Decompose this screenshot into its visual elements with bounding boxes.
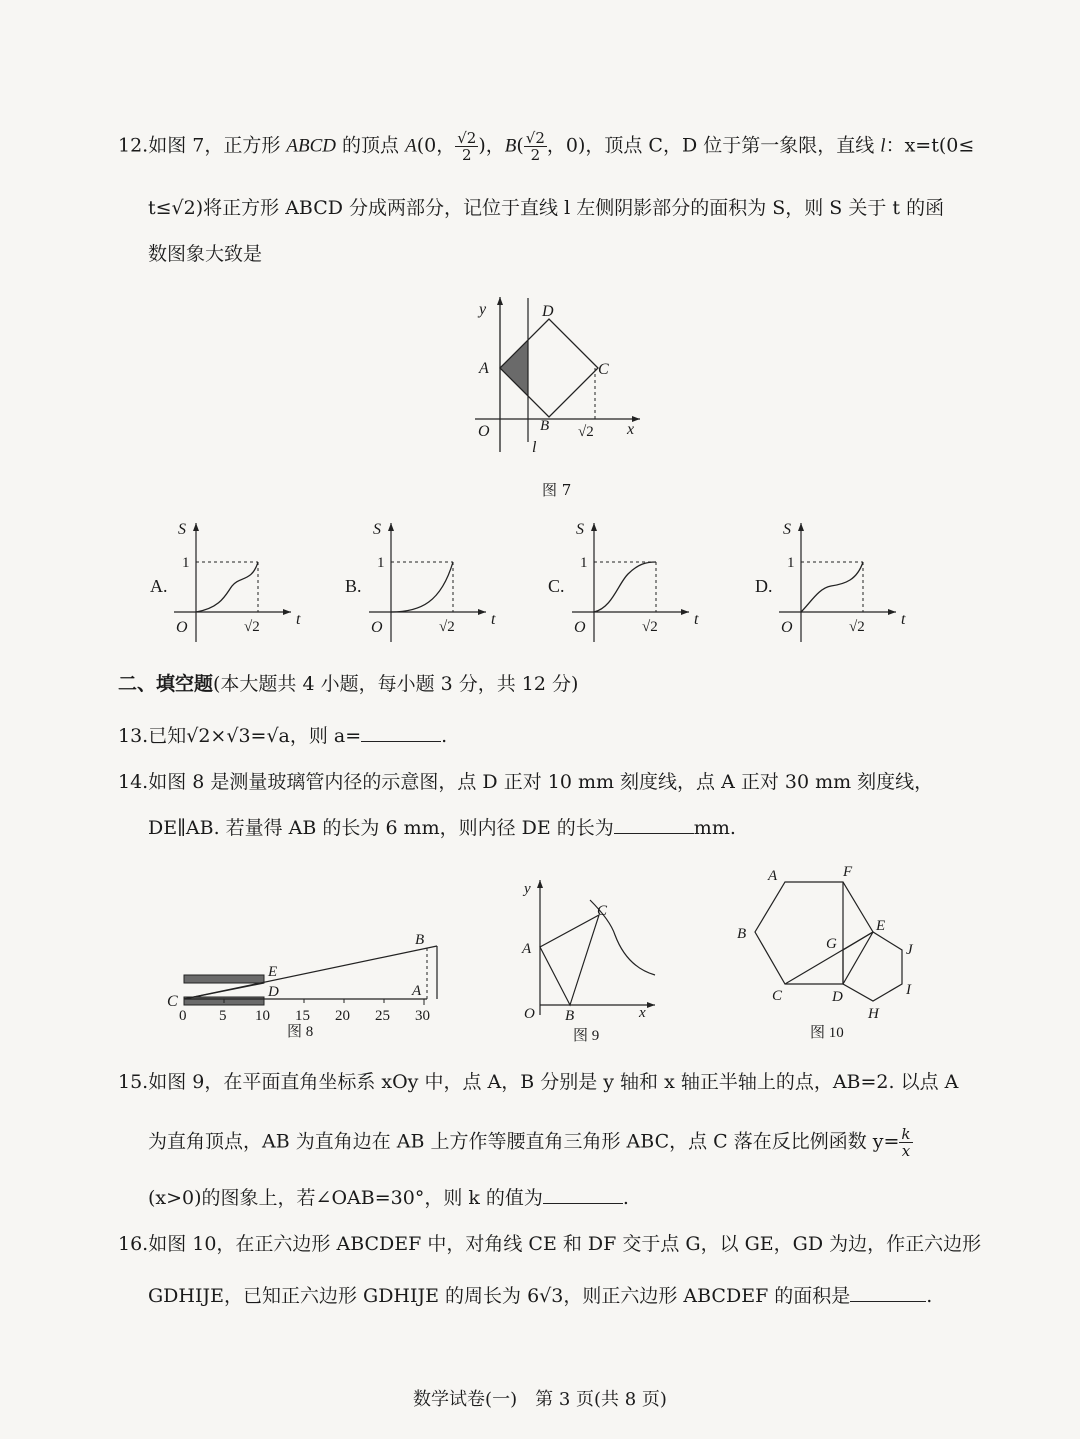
svg-text:E: E [268,964,278,980]
tick-label-root2: √2 [439,619,455,635]
svg-text:A: A [479,360,489,377]
svg-text:C: C [772,988,783,1004]
svg-text:25: 25 [375,1008,390,1024]
svg-text:30: 30 [415,1008,430,1024]
section-2-header: 二、填空题(本大题共 4 小题，每小题 3 分，共 12 分) [118,673,579,695]
svg-text:图 9: 图 9 [573,1028,600,1044]
tick-label-1: 1 [182,555,190,571]
shaded-region [500,340,528,396]
svg-text:O: O [524,1006,535,1022]
option-curve [391,562,453,612]
svg-text:B: B [565,1008,575,1024]
option-graph-a[interactable] [150,518,310,648]
option-graph-d[interactable] [755,518,915,648]
tick-label-1: 1 [377,555,385,571]
q16-line1: 16.如图 10，在正六边形 ABCDEF 中，对角线 CE 和 DF 交于点 G，以 GE，GD 为边，作正六边形 [118,1233,982,1255]
axis-label-s: S [783,521,791,538]
option-letter: D. [755,576,773,596]
svg-text:y: y [524,881,531,897]
option-letter: C. [548,576,565,596]
svg-text:10: 10 [255,1008,270,1024]
svg-text:A: A [412,983,422,999]
svg-text:图 10: 图 10 [810,1025,844,1041]
svg-text:O: O [478,423,490,440]
q12-number: 12. [118,134,149,157]
svg-text:F: F [843,864,853,880]
svg-text:15: 15 [295,1008,310,1024]
svg-text:E: E [876,918,886,934]
figure-9 [515,875,665,1045]
svg-text:C: C [597,903,608,919]
fraction-k-over-x: $\frac{k}{x}$ [901,1125,911,1160]
axis-label-t: t [491,611,496,628]
q16-line2: GDHIJE，已知正六边形 GDHIJE 的周长为 6√3，则正六边形 ABCDEF 的面积是 . [148,1285,933,1307]
svg-text:I: I [906,982,911,998]
svg-text:y: y [479,301,487,318]
origin-label: O [176,619,188,636]
page-footer: 数学试卷(一) 第 3 页(共 8 页) [413,1389,667,1410]
svg-text:D: D [542,303,554,320]
svg-text:0: 0 [179,1008,187,1024]
svg-text:A: A [522,941,532,957]
figure-8 [162,928,452,1038]
axis-label-t: t [296,611,301,628]
fraction-root2-over-2: $\frac{√2}{2}$ [457,129,477,164]
figure-10 [730,862,930,1042]
svg-text:√2: √2 [578,424,594,440]
origin-label: O [371,619,383,636]
q13: 13.已知√2×√3=√a，则 a= . [118,725,448,747]
q15-line1: 15.如图 9，在平面直角坐标系 xOy 中，点 A，B 分别是 y 轴和 x 轴正半轴上的点，AB=2. 以点 A [118,1071,959,1093]
option-curve [196,562,258,612]
origin-label: O [574,619,586,636]
svg-text:20: 20 [335,1008,350,1024]
answer-blank[interactable] [614,831,694,834]
q15-line3: (x>0)的图象上，若∠OAB=30°，则 k 的值为 . [148,1187,629,1209]
tick-label-root2: √2 [244,619,260,635]
axis-label-t: t [901,611,906,628]
axis-label-s: S [178,521,186,538]
axis-label-t: t [694,611,699,628]
tick-label-1: 1 [787,555,795,571]
svg-text:J: J [906,942,913,958]
svg-text:D: D [268,984,279,1000]
origin-label: O [781,619,793,636]
svg-text:B: B [540,418,550,434]
q12-line2: t≤√2)将正方形 ABCD 分成两部分，记位于直线 l 左侧阴影部分的面积为 S，则 S 关于 t 的函 [148,197,945,219]
svg-text:B: B [737,926,747,942]
fraction-root2-over-2: $\frac{√2}{2}$ [525,129,545,164]
svg-text:H: H [868,1006,879,1022]
option-graph-c[interactable] [548,518,708,648]
figure-7 [470,292,670,462]
svg-text:图 8: 图 8 [287,1024,314,1040]
option-graph-b[interactable] [345,518,505,648]
svg-text:C: C [598,361,609,378]
q12-line1: 12.如图 7，正方形 ABCD 的顶点 A(0， $\frac{√2}{2}$ )，B( $\frac{√2}{2}$ ，0)，顶点 C，D 位于第一象限，直线 l：x=t(0≤ [118,129,975,164]
option-letter: B. [345,576,362,596]
svg-text:x: x [627,421,635,438]
svg-text:x: x [639,1005,646,1021]
q14-line2: DE∥AB. 若量得 AB 的长为 6 mm，则内径 DE 的长为 mm. [148,817,736,839]
answer-blank[interactable] [850,1299,926,1302]
tick-label-1: 1 [580,555,588,571]
svg-text:B: B [415,932,425,948]
option-letter: A. [150,576,168,596]
q15-line2: 为直角顶点，AB 为直角边在 AB 上方作等腰直角三角形 ABC，点 C 落在反比例函数 y= $\frac{k}{x}$ [148,1125,911,1160]
answer-blank[interactable] [361,739,441,742]
svg-text:5: 5 [219,1008,227,1024]
axis-label-s: S [373,521,381,538]
figure-7-caption: 图 7 [542,481,572,499]
option-curve [594,562,656,612]
option-curve [801,562,863,612]
answer-blank[interactable] [543,1201,623,1204]
q12-line3: 数图象大致是 [148,243,263,265]
hexagon-gdhije [843,932,902,1001]
svg-text:A: A [768,868,778,884]
svg-text:D: D [832,989,843,1005]
hexagon-abcdef [755,882,873,984]
tick-label-root2: √2 [849,619,865,635]
svg-text:l: l [532,439,537,456]
q14-line1: 14.如图 8 是测量玻璃管内径的示意图，点 D 正对 10 mm 刻度线，点 A 正对 30 mm 刻度线， [118,771,934,793]
svg-text:G: G [826,936,837,952]
svg-text:C: C [167,993,178,1010]
tick-label-root2: √2 [642,619,658,635]
axis-label-s: S [576,521,584,538]
